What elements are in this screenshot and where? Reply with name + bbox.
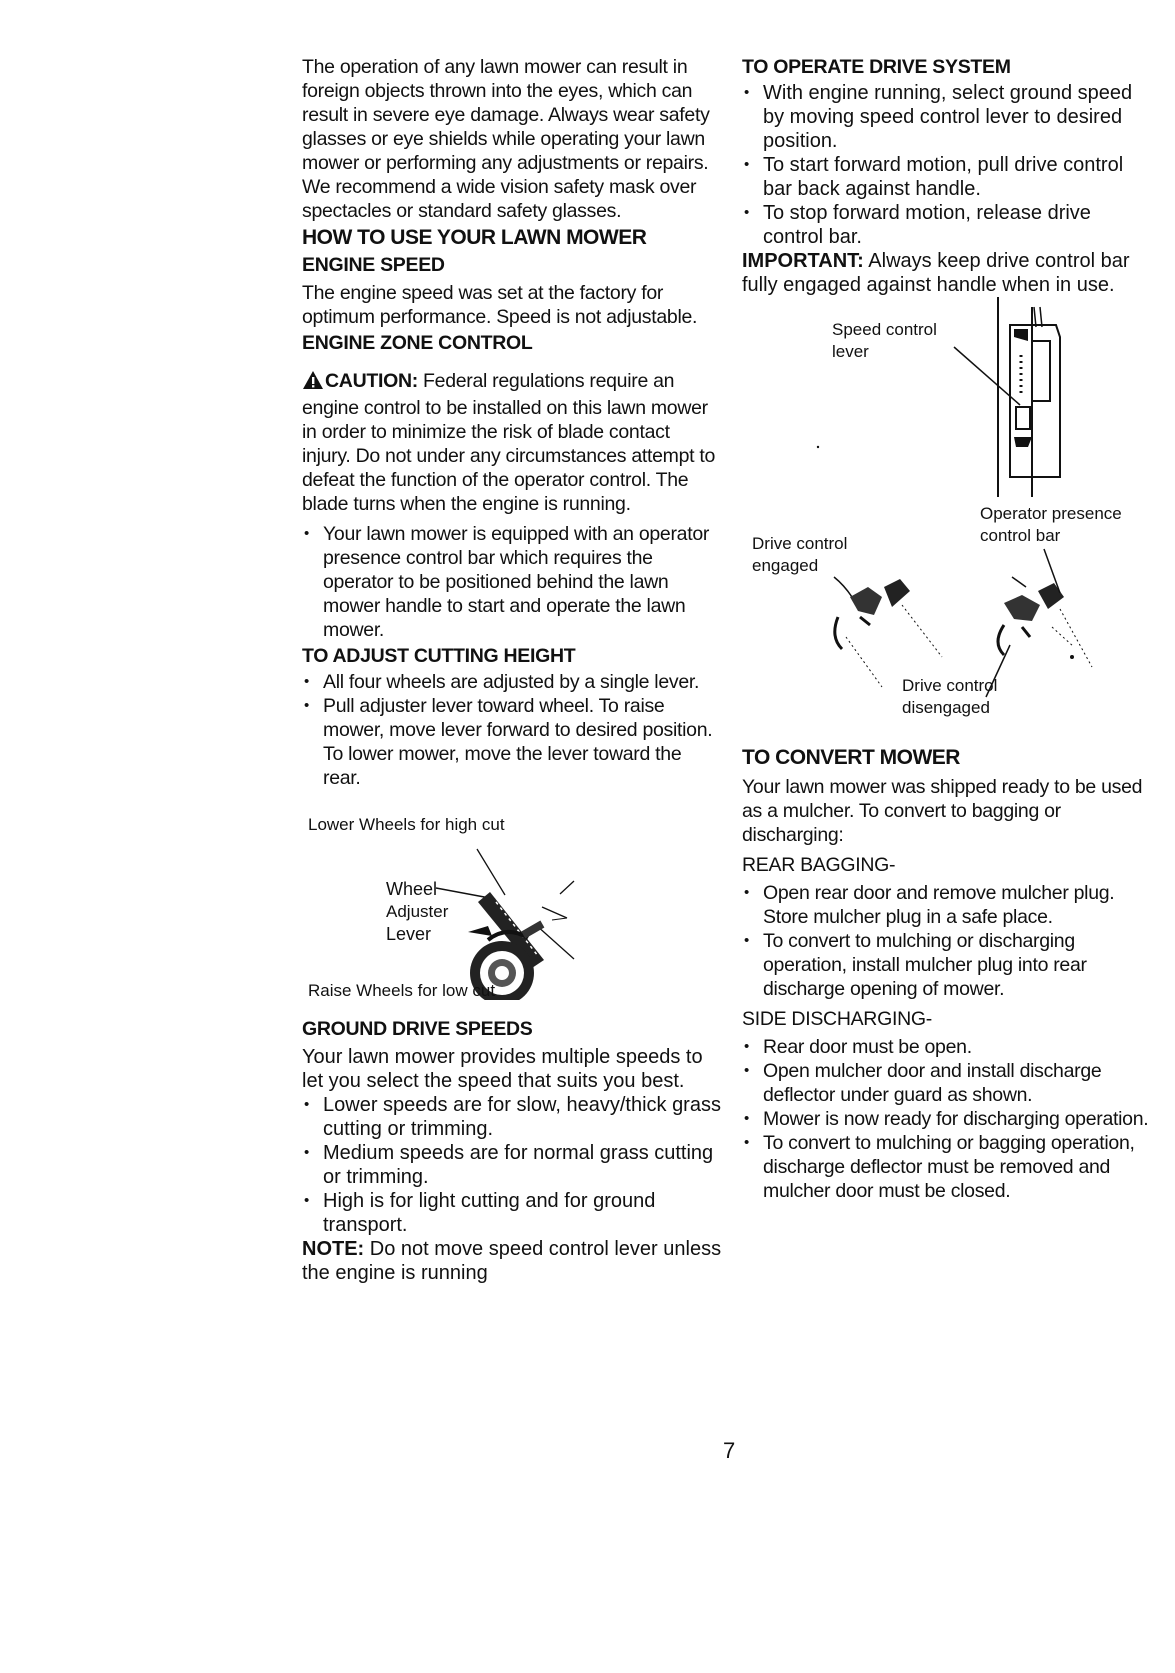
drive-disengaged-label-line2: disengaged [902,698,990,717]
operator-presence-label-line1: Operator presence [980,504,1122,523]
drive-disengaged-label-line1: Drive control [902,676,998,695]
engine-speed-text: The engine speed was set at the factory for optimum performance. Speed is not adjustable. [302,282,698,328]
speed-control-label-line2: lever [832,342,869,361]
list-item: • To start forward motion, pull drive control bar back against handle. [742,153,1152,201]
figure-label-lever: Lever [386,924,432,944]
list-item: • High is for light cutting and for ground transport. [302,1189,722,1237]
list-item: • All four wheels are adjusted by a single lever. [302,670,722,694]
list-item: • With engine running, select ground speed by moving speed control lever to desired position. [742,81,1152,153]
speed-control-label-line1: Speed control [832,320,937,339]
figure-caption-top: Lower Wheels for high cut [308,815,505,834]
wheel-adjuster-drawing [302,810,722,1000]
caution-text: Federal regulations require an engine control to be installed on this lawn mower in order to minimize the risk of blade contact injury. Do not under any circumstances attempt to defeat the function of the operator control. The blade turns when the engine is running. [302,370,716,515]
list-item: • Open mulcher door and install discharge deflector under guard as shown. [742,1059,1152,1107]
important-label: IMPORTANT: [742,250,864,272]
page-number: 7 [723,1438,736,1463]
important-paragraph [742,249,1152,297]
note-label: NOTE: [302,1238,365,1260]
drive-bullet-list [742,81,1152,249]
list-item: • Your lawn mower is equipped with an operator presence control bar which requires the operator to be positioned behind the lawn mower handle to start and operate the lawn mower. [302,522,722,642]
rear-bagging-heading: REAR BAGGING- [742,854,896,876]
convert-mower-heading: TO CONVERT MOWER [742,746,960,769]
speed-control-figure [742,297,1152,497]
figure-caption-bottom: Raise Wheels for low cut [308,981,496,1000]
list-item: • To convert to mulching or discharging operation, install mulcher plug into rear discharge opening of mower. [742,929,1152,1001]
list-item: • To convert to mulching or bagging operation, discharge deflector must be removed and mulcher door must be closed. [742,1131,1152,1203]
how-to-heading: HOW TO USE YOUR LAWN MOWER [302,226,647,249]
list-item: • Mower is now ready for discharging operation. [742,1107,1152,1131]
drive-control-figure [742,497,1152,717]
safety-intro: The operation of any lawn mower can result in foreign objects thrown into the eyes, which can result in severe eye damage. Always wear safety glasses or eye shields while operating your lawn mower or performing any adjustments or repairs. We recommend a wide vision safety mask over spectacles or standard safety glasses. [302,56,710,222]
list-item: • Medium speeds are for normal grass cutting or trimming. [302,1141,722,1189]
list-item: • To stop forward motion, release drive control bar. [742,201,1152,249]
list-item: • Pull adjuster lever toward wheel. To raise mower, move lever forward to desired position. To lower mower, move the lever toward the rear. [302,694,722,790]
figure-label-adjuster: Adjuster [386,902,449,921]
rear-bullet-list [742,881,1152,1001]
cutting-height-heading: TO ADJUST CUTTING HEIGHT [302,645,576,667]
ground-drive-text: Your lawn mower provides multiple speeds to let you select the speed that suits you best. [302,1046,703,1092]
cutting-bullet-list [302,670,722,790]
caution-label: CAUTION: [325,370,418,392]
drive-engaged-label-line1: Drive control [752,534,848,553]
wheel-adjuster-figure [302,810,722,1005]
zone-bullet-list [302,522,722,642]
left-column [302,55,722,1285]
list-item: • Lower speeds are for slow, heavy/thick grass cutting or trimming. [302,1093,722,1141]
engine-speed-heading: ENGINE SPEED [302,254,445,276]
list-item: • Rear door must be open. [742,1035,1152,1059]
caution-paragraph [302,369,722,516]
side-bullet-list [742,1035,1152,1203]
operator-presence-label-line2: control bar [980,526,1061,545]
drive-system-heading: TO OPERATE DRIVE SYSTEM [742,56,1011,78]
ground-bullet-list [302,1093,722,1237]
handle-lever-drawing [742,297,1152,497]
note-paragraph [302,1237,722,1285]
right-column [742,55,1152,1203]
note-text: Do not move speed control lever unless the engine is running [302,1238,722,1284]
ground-drive-heading: GROUND DRIVE SPEEDS [302,1018,533,1040]
important-text: Always keep drive control bar fully engaged against handle when in use. [742,250,1130,296]
list-item: • Open rear door and remove mulcher plug. Store mulcher plug in a safe place. [742,881,1152,929]
engine-zone-heading: ENGINE ZONE CONTROL [302,332,533,354]
drive-engaged-label-line2: engaged [752,556,819,575]
warning-triangle-icon [302,370,324,396]
figure-label-wheel: Wheel [386,879,438,899]
convert-text: Your lawn mower was shipped ready to be used as a mulcher. To convert to bagging or discharging: [742,776,1143,846]
side-discharging-heading: SIDE DISCHARGING- [742,1008,932,1030]
